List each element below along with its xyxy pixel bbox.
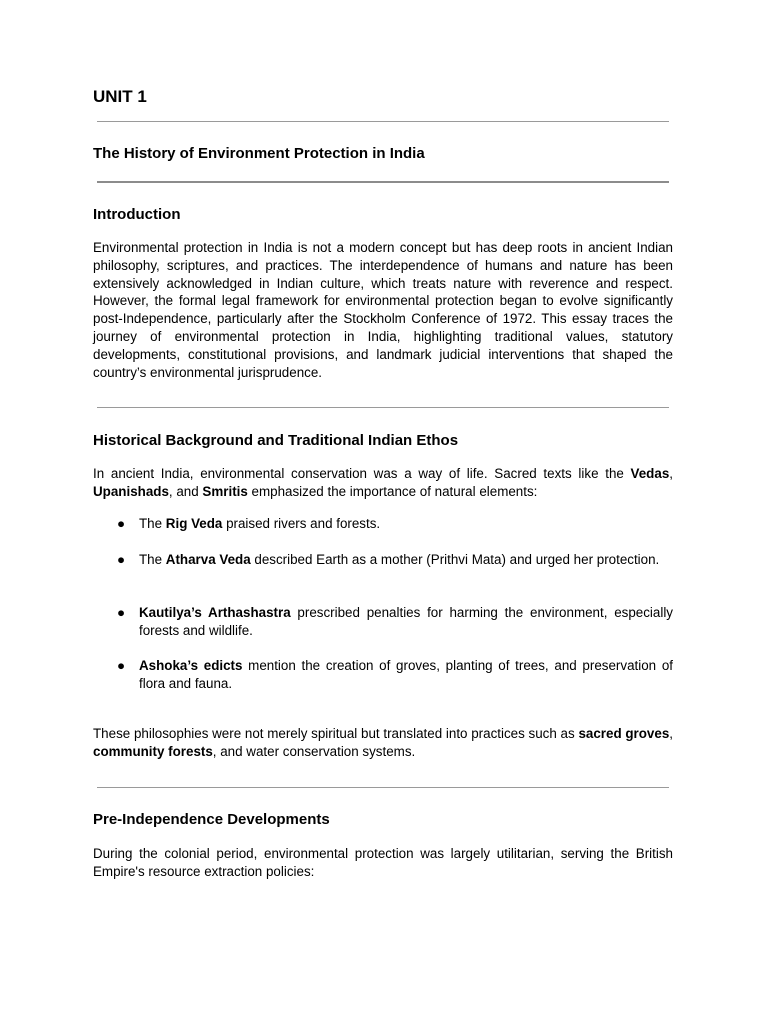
term-sacred-groves: sacred groves	[578, 726, 670, 741]
term-vedas: Vedas	[630, 466, 670, 481]
pre-independence-heading: Pre-Independence Developments	[93, 811, 330, 828]
term-smritis: Smritis	[202, 483, 248, 499]
unit-heading: UNIT 1	[93, 87, 147, 106]
introduction-paragraph: Environmental protection in India is not a modern concept but has deep roots in ancient Indian philosophy, scriptures, and practices. The interdependence of humans and nature has been extensively acknowledged in Indian culture, which treats nature with reverence and respect. However, the formal legal framework for environmental protection began to evolve significantly post-Independence, particularly after the Stockholm Conference of 1972. This essay traces the journey of environmental protection in India, highlighting traditional values, statutory developments, constitutional provisions, and landmark judicial interventions that shaped the country’s environmental jurisprudence.	[93, 240, 673, 380]
bullet-icon: ●	[116, 516, 126, 531]
divider	[97, 121, 669, 122]
term-community-forests: community forests	[93, 743, 213, 759]
introduction-heading: Introduction	[93, 206, 181, 223]
historical-closing-paragraph: These philosophies were not merely spiritual but translated into practices such as sacred groves, community forests, and water conservation systems.	[93, 726, 673, 759]
divider	[97, 407, 669, 408]
bullet-icon: ●	[116, 605, 126, 620]
bullet-icon: ●	[116, 658, 126, 673]
pre-independence-paragraph: During the colonial period, environmental protection was largely utilitarian, serving the British Empire's resource extraction policies:	[93, 846, 673, 879]
traditional-texts-list: ● The Rig Veda praised rivers and forests. ● The Atharva Veda described Earth as a mother (Prithvi Mata) and urged her protection. ● Kautilya’s Arthashastra prescribed penalties for harming the environment, especially forests and wildlife. ● Ashoka’s edicts mention the creation of groves, planting of trees, and preservation of flora and fauna.	[116, 516, 674, 691]
bullet-icon: ●	[116, 552, 126, 567]
term-upanishads: Upanishads	[93, 483, 169, 499]
document-title: The History of Environment Protection in India	[93, 145, 425, 162]
divider	[97, 787, 669, 788]
divider	[97, 181, 669, 183]
historical-intro-paragraph: In ancient India, environmental conservation was a way of life. Sacred texts like the Vedas, Upanishads, and Smritis emphasized the importance of natural elements:	[93, 466, 673, 499]
historical-heading: Historical Background and Traditional Indian Ethos	[93, 432, 459, 449]
